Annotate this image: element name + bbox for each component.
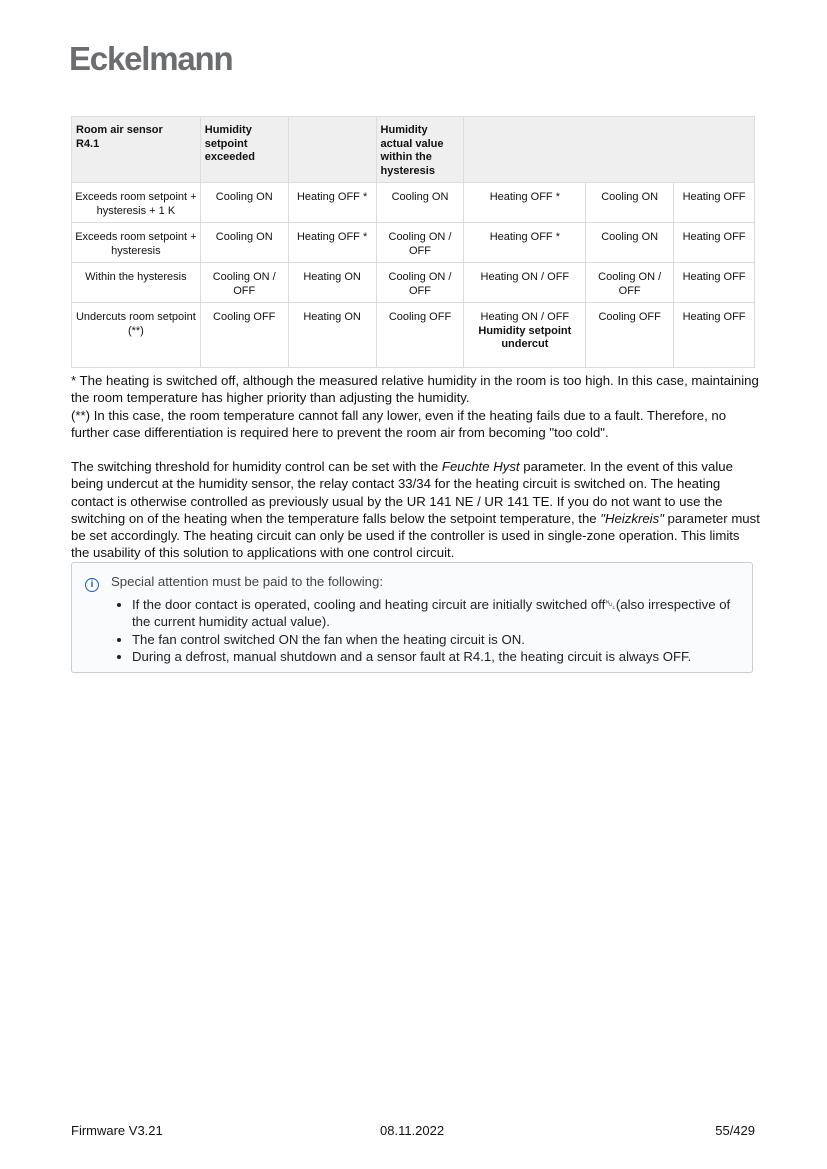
- footnotes: [71, 372, 761, 441]
- table-cell: [464, 223, 586, 263]
- table-cell: [288, 303, 376, 368]
- table-cell: [200, 303, 288, 368]
- table-cell: [376, 263, 464, 303]
- cell-text: Cooling ON / OFF: [212, 271, 276, 297]
- cell-text: Cooling OFF: [213, 311, 276, 323]
- cell-text: Heating OFF: [682, 271, 746, 283]
- body-paragraph: [71, 458, 761, 562]
- table-cell: [288, 263, 376, 303]
- table-cell: [464, 263, 586, 303]
- cell-text: Heating OFF *: [489, 191, 560, 203]
- header-cell: Humidity setpoint exceeded: [200, 117, 288, 183]
- header-cell: Humidity actual value within the hysteresis: [376, 117, 464, 183]
- row-label: Exceeds room setpoint + hysteresis + 1 K: [72, 183, 201, 223]
- table-cell: [464, 183, 586, 223]
- table-cell: [586, 183, 674, 223]
- cell-text: Heating ON / OFF: [480, 271, 570, 283]
- table-row: [72, 263, 755, 303]
- table-cell: [586, 303, 674, 368]
- list-item: • The fan control switched ON the fan when the heating circuit is ON.: [132, 631, 732, 648]
- cell-text: Cooling ON: [215, 231, 273, 243]
- footnote: (**) In this case, the room temperature cannot fall any lower, even if the heating fails due to a fault. Therefore, no further case differentiation is required here to prevent the room air from becoming "too cold".: [71, 407, 727, 440]
- footnote: * The heating is switched off, although the measured relative humidity in the room is too high. In this case, maintaining the room temperature has higher priority than adjusting the humidity.: [71, 373, 759, 406]
- table-cell: [200, 183, 288, 223]
- cell-text: Cooling ON / OFF: [388, 231, 452, 257]
- cell-text: Cooling ON / OFF: [598, 271, 662, 297]
- list-item: • If the door contact is operated, cooling and heating circuit are initially switched off␀(also irrespective of the current humidity actual value).: [132, 596, 732, 631]
- table-cell: [288, 223, 376, 263]
- footer-date: 08.11.2022: [380, 1123, 445, 1138]
- table-cell: [200, 263, 288, 303]
- cell-text: Heating OFF: [682, 191, 746, 203]
- table-cell: [376, 223, 464, 263]
- table-cell: [674, 183, 755, 223]
- cell-text: Heating OFF *: [489, 231, 560, 243]
- cell-text: Heating OFF *: [296, 191, 368, 203]
- cell-text: Cooling OFF: [598, 311, 661, 323]
- table-row: [72, 223, 755, 263]
- footer-page-number: 55/429: [715, 1123, 755, 1138]
- cell-text: Heating OFF: [682, 311, 746, 323]
- footer-firmware: Firmware V3.21: [71, 1123, 163, 1138]
- cell-text: Heating OFF *: [296, 231, 368, 243]
- cell-text: Cooling ON / OFF: [388, 271, 452, 297]
- table-cell: [200, 223, 288, 263]
- humidity-control-table: [71, 116, 755, 368]
- table-cell: [674, 263, 755, 303]
- table-row: [72, 183, 755, 223]
- table-cell: [674, 223, 755, 263]
- table-cell: [586, 223, 674, 263]
- cell-text: Cooling ON: [601, 231, 659, 243]
- table-cell: [674, 303, 755, 368]
- note-lead: Special attention must be paid to the following:: [111, 574, 383, 589]
- parameter-name: Feuchte Hyst: [441, 459, 520, 474]
- cell-text: Heating ON: [303, 271, 361, 283]
- table-cell: [288, 183, 376, 223]
- table-header-row: [72, 117, 755, 183]
- cell-text: Cooling OFF: [388, 311, 452, 323]
- row-label: Within the hysteresis: [72, 263, 201, 303]
- list-item: • During a defrost, manual shutdown and a sensor fault at R4.1, the heating circuit is always OFF.: [132, 648, 732, 665]
- info-note: [71, 562, 753, 673]
- note-list: [116, 596, 732, 665]
- cell-text: Cooling ON: [601, 191, 659, 203]
- cell-text: Heating ON: [303, 311, 361, 323]
- header-cell: [464, 117, 755, 183]
- cell-text: Cooling ON: [391, 191, 449, 203]
- eckelmann-logo: Eckelmann: [69, 40, 233, 77]
- row-label: Undercuts room setpoint (**): [72, 303, 201, 368]
- info-icon: i: [85, 578, 99, 592]
- cell-text: Cooling ON: [215, 191, 273, 203]
- table-cell: [376, 303, 464, 368]
- table-row: [72, 303, 755, 368]
- header-cell: Room air sensor R4.1: [72, 117, 201, 183]
- row-label: Exceeds room setpoint + hysteresis: [72, 223, 201, 263]
- table-cell: [464, 303, 586, 368]
- cell-note: Humidity setpoint undercut: [478, 324, 572, 350]
- table-cell: [586, 263, 674, 303]
- cell-text: Heating ON / OFF: [480, 311, 570, 323]
- text: The switching threshold for humidity control can be set with the: [71, 459, 442, 474]
- text: parameter must be set accordingly. The heating circuit can only be used if the controller is used in single-zone operation. This limits the usability of this solution to applications with one control circuit.: [71, 510, 760, 561]
- cell-text: Heating OFF: [682, 231, 746, 243]
- text: parameter. In the event of this value being undercut at the humidity sensor, the relay contact 33/34 for the heating circuit is switched on. The heating contact is otherwise controlled as previously usual by the UR 141 NE / UR 141 TE. If you do not want to use the switching on of the heating when the temperature falls below the setpoint temperature, the: [71, 459, 733, 526]
- table-cell: [376, 183, 464, 223]
- parameter-name: "Heizkreis": [600, 510, 664, 526]
- header-cell: [288, 117, 376, 183]
